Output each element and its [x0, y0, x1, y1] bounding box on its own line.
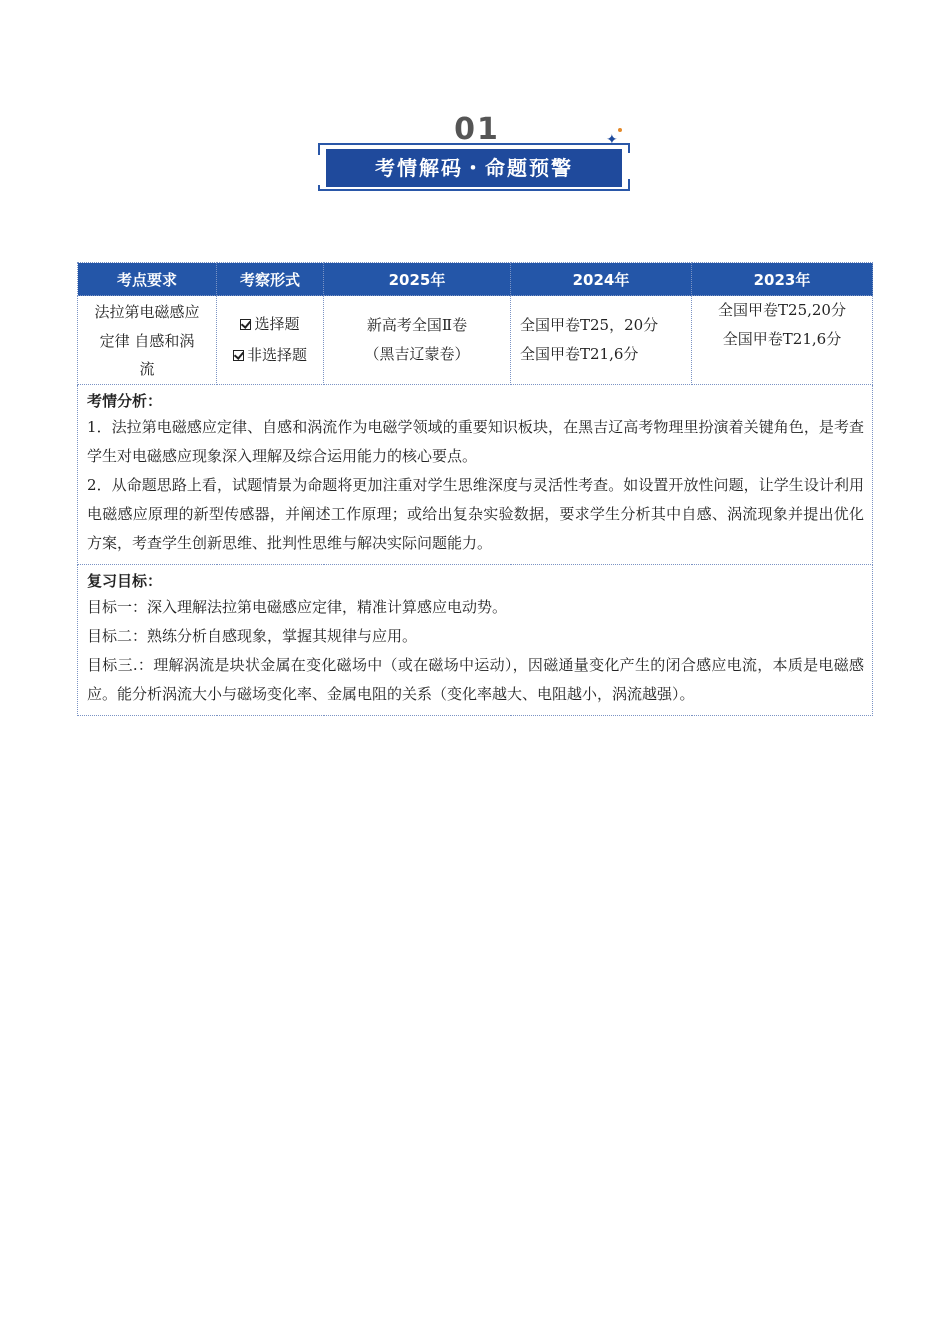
cell-requirement — [78, 296, 217, 385]
cell-2023 — [692, 296, 873, 385]
table-header-row — [78, 263, 873, 296]
exam-2025-line: 新高考全国Ⅱ卷 — [366, 316, 468, 334]
exam-2025-line: （黑吉辽蒙卷） — [364, 345, 470, 363]
requirement-line: 法拉第电磁感应 — [94, 303, 200, 321]
goal-item: 目标二：熟练分析自感现象，掌握其规律与应用。 — [87, 627, 418, 645]
goals-cell — [78, 565, 873, 716]
goal-item: 目标一：深入理解法拉第电磁感应定律，精准计算感应电动势。 — [87, 598, 508, 616]
checkbox-checked-icon — [233, 350, 244, 361]
cell-forms — [217, 296, 324, 385]
col-header-2025: 2025年 — [324, 263, 511, 296]
cell-2025 — [324, 296, 511, 385]
exam-2024-line: 全国甲卷T25，20分 — [520, 316, 659, 334]
form-label: 非选择题 — [246, 346, 307, 364]
checkbox-checked-icon — [240, 319, 251, 330]
analysis-item: 1．法拉第电磁感应定律、自感和涡流作为电磁学领域的重要知识板块，在黑吉辽高考物理里扮演着关键角色，是考查学生对电磁感应现象深入理解及综合运用能力的核心要点。 — [87, 418, 864, 465]
requirement-line: 定律 自感和涡 — [99, 332, 195, 350]
col-header-requirement: 考点要求 — [78, 263, 217, 296]
requirement-line: 流 — [139, 360, 155, 378]
analysis-item: 2．从命题思路上看，试题情景为命题将更加注重对学生思维深度与灵活性考查。如设置开放性问题，让学生设计利用电磁感应原理的新型传感器，并阐述工作原理；或给出复杂实验数据，要求学生分析其中自感、涡流现象并提出优化方案，考查学生创新思维、批判性思维与解决实际问题能力。 — [87, 476, 864, 552]
exam-2023-line: 全国甲卷T21,6分 — [722, 330, 842, 348]
analysis-row — [78, 385, 873, 565]
form-choice — [221, 309, 319, 340]
goals-row — [78, 565, 873, 716]
exam-2023-line: 全国甲卷T25,20分 — [718, 301, 846, 319]
col-header-2024: 2024年 — [511, 263, 692, 296]
col-header-2023: 2023年 — [692, 263, 873, 296]
goal-item: 目标三.：理解涡流是块状金属在变化磁场中（或在磁场中运动），因磁通量变化产生的闭合感应电流，本质是电磁感应。能分析涡流大小与磁场变化率、金属电阻的关系（变化率越大、电阻越小，涡流越强）。 — [87, 656, 864, 703]
section-number: 01 — [454, 112, 500, 147]
goals-title: 复习目标： — [87, 572, 163, 590]
exam-2024-line: 全国甲卷T21,6分 — [520, 345, 639, 363]
table-row — [78, 296, 873, 385]
section-title: 考情解码・命题预警 — [326, 149, 622, 187]
sparkle-icon: ✦ — [606, 132, 618, 148]
form-label: 选择题 — [254, 315, 300, 333]
form-nonchoice — [221, 340, 319, 371]
analysis-title: 考情分析： — [87, 392, 163, 410]
exam-table — [77, 262, 873, 716]
dot-icon — [618, 128, 622, 132]
section-badge — [312, 110, 642, 202]
cell-2024 — [511, 296, 692, 385]
col-header-form: 考察形式 — [217, 263, 324, 296]
analysis-cell — [78, 385, 873, 565]
